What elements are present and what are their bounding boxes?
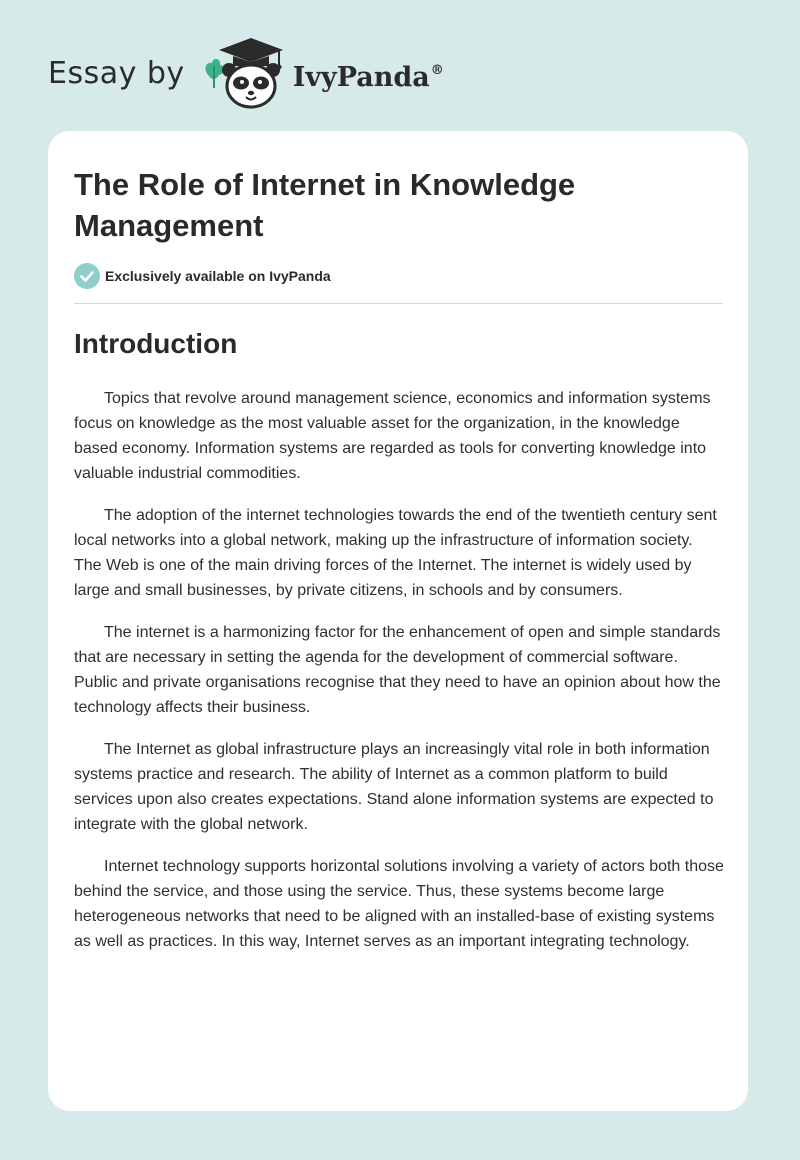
essay-card	[48, 131, 748, 1111]
paragraph: Topics that revolve around management science, economics and information systems focus on knowledge as the most valuable asset for the organization, in the knowledge based economy. Information systems are regarded as tools for converting knowledge into valuable industrial commodities.	[74, 390, 711, 482]
paragraph: Internet technology supports horizontal solutions involving a variety of actors both those behind the service, and those using the service. Thus, these systems become large heterogeneous networks that need to be aligned with an installed-base of existing systems as well as practices. In this way, Internet serves as an important integrating technology.	[74, 858, 724, 950]
paragraph: The internet is a harmonizing factor for the enhancement of open and simple standards that are necessary in setting the agenda for the development of commercial software. Public and private organisations recognise that they need to have an opinion about how the technology affects their business.	[74, 624, 721, 716]
brand-name-text: IvyPanda	[292, 61, 430, 93]
exclusive-badge	[74, 263, 331, 289]
title-divider	[74, 303, 723, 304]
paragraph: The adoption of the internet technologies towards the end of the twentieth century sent local networks into a global network, making up the infrastructure of information society. The Web is one of the main driving forces of the Internet. The internet is widely used by large and small businesses, by private citizens, in schools and by consumers.	[74, 507, 717, 599]
brand-header[interactable]	[48, 36, 444, 110]
checkmark-icon	[74, 263, 100, 289]
section-heading: Introduction	[74, 328, 238, 359]
brand-prefix: Essay by	[48, 55, 185, 91]
paragraph: The Internet as global infrastructure plays an increasingly vital role in both information systems practice and research. The ability of Internet as a common platform to build services upon also creates expectations. Stand alone information systems are expected to integrate with the global network.	[74, 741, 714, 833]
registered-mark: ®	[430, 62, 444, 78]
panda-logo-icon	[199, 36, 291, 110]
exclusive-badge-label: Exclusively available on IvyPanda	[105, 268, 331, 284]
brand-name	[293, 62, 444, 93]
essay-title: The Role of Internet in Knowledge Management	[74, 167, 576, 243]
essay-body	[74, 386, 724, 971]
